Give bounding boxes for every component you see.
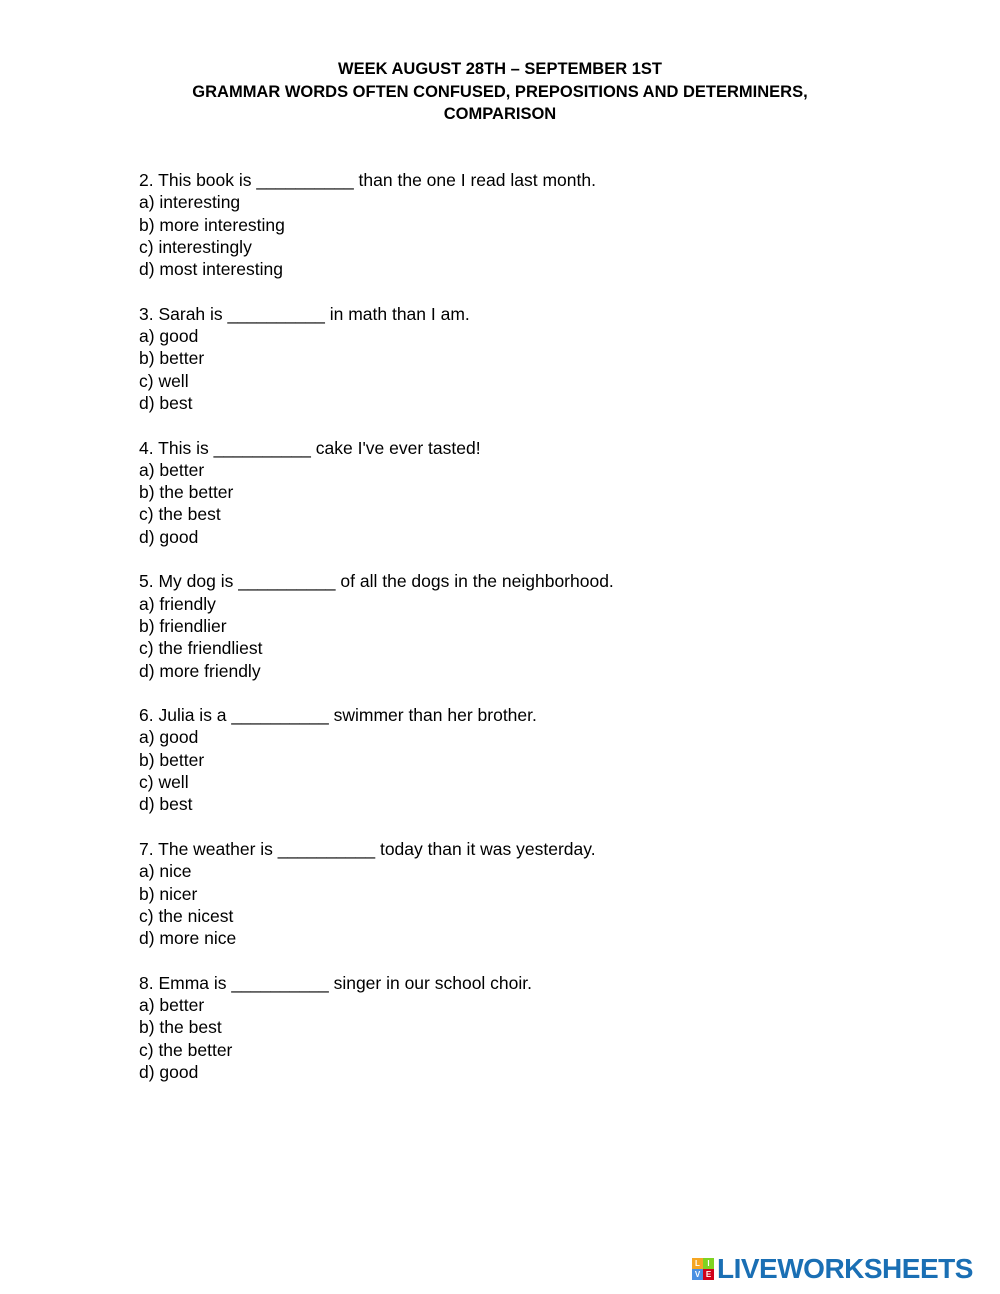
option-a: a) better [139,459,205,480]
question-6 [139,704,899,815]
option-b: b) friendlier [139,615,227,636]
option-a: a) friendly [139,593,216,614]
question-text: 2. This book is __________ than the one I read last month. [139,170,596,190]
question-2 [139,169,899,280]
worksheet-header [0,58,1000,126]
liveworksheets-logo [692,1254,973,1284]
option-d: d) more nice [139,928,237,949]
option-a: a) good [139,727,199,748]
option-d: d) best [139,392,193,413]
option-a: a) interesting [139,192,241,213]
option-b: b) the best [139,1017,222,1038]
option-b: b) better [139,749,205,770]
option-d: d) most interesting [139,259,283,280]
option-d: d) good [139,1061,199,1082]
option-c: c) the best [139,504,221,525]
logo-mark-letter: E [703,1269,714,1280]
question-text: 6. Julia is a __________ swimmer than her brother. [139,705,537,726]
option-b: b) better [139,348,205,369]
question-list [139,169,899,1105]
question-text: 5. My dog is __________ of all the dogs in the neighborhood. [139,571,614,592]
option-c: c) the nicest [139,905,234,926]
question-7 [139,838,899,949]
option-c: c) well [139,772,189,793]
question-text: 4. This is __________ cake I've ever tasted! [139,437,481,458]
question-8 [139,972,899,1083]
option-c: c) interestingly [139,236,252,257]
question-text: 3. Sarah is __________ in math than I am. [139,303,470,324]
question-4 [139,437,899,548]
option-a: a) good [139,326,199,347]
option-b: b) the better [139,482,234,503]
logo-text: LIVEWORKSHEETS [717,1253,973,1284]
option-c: c) well [139,370,189,391]
header-line-1: WEEK AUGUST 28TH – SEPTEMBER 1ST [338,60,662,78]
option-d: d) good [139,526,199,547]
option-b: b) more interesting [139,214,285,235]
option-b: b) nicer [139,883,198,904]
question-3 [139,303,899,414]
logo-mark-icon [692,1258,714,1280]
header-line-3: COMPARISON [443,105,557,123]
option-c: c) the friendliest [139,638,263,659]
question-5 [139,570,899,681]
question-text: 7. The weather is __________ today than it was yesterday. [139,838,596,859]
logo-mark-letter: I [703,1258,714,1269]
header-line-2: GRAMMAR WORDS OFTEN CONFUSED, PREPOSITIONS AND DETERMINERS, [192,82,808,101]
option-a: a) better [139,994,205,1015]
question-text: 8. Emma is __________ singer in our school choir. [139,972,533,993]
option-a: a) nice [139,861,192,882]
option-c: c) the better [139,1039,233,1060]
option-d: d) more friendly [139,660,261,681]
logo-mark-letter: V [692,1269,703,1280]
logo-mark-letter: L [692,1258,703,1269]
option-d: d) best [139,794,193,815]
